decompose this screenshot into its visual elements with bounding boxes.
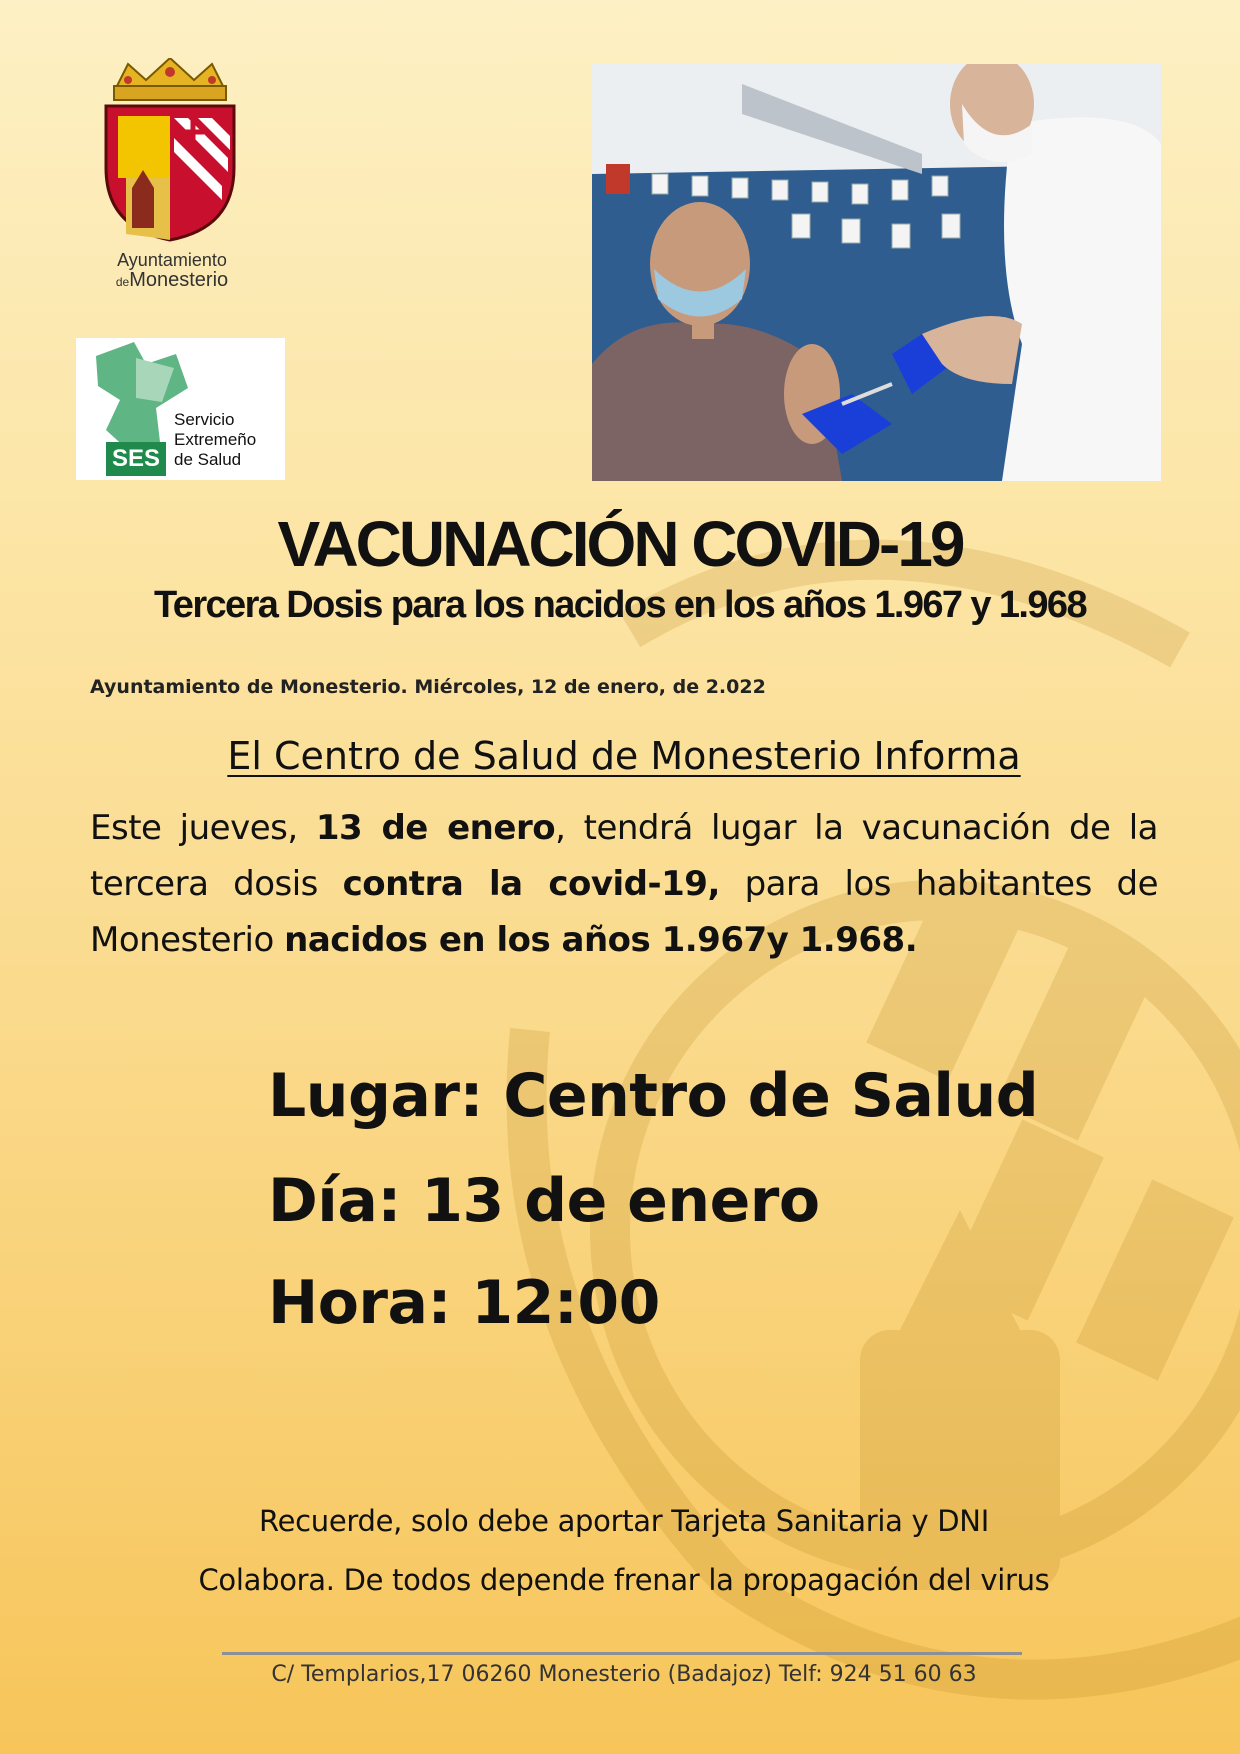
reminder-note: Recuerde, solo debe aportar Tarjeta Sanitaria y DNI: [259, 1504, 989, 1538]
detail-dia: Día: 13 de enero: [268, 1166, 820, 1236]
page-subtitle: Tercera Dosis para los nacidos en los años 1.967 y 1.968: [154, 584, 1086, 626]
para-text-3: para los habitantes de Monesterio: [90, 864, 1159, 960]
ses-badge: SES: [106, 442, 166, 476]
crest-caption-line1: Ayuntamiento: [117, 250, 227, 270]
detail-lugar: Lugar: Centro de Salud: [268, 1061, 1039, 1131]
crest-caption-line2: [92, 270, 252, 292]
ses-name-line1: Servicio: [174, 410, 235, 429]
ses-name-line3: de Salud: [174, 450, 242, 469]
para-text-2: , tendrá lugar la vacunación de la tercera dosis: [90, 808, 1158, 904]
ses-name: [174, 410, 256, 470]
crest-caption: [92, 250, 252, 292]
crest-caption-monesterio: Monesterio: [129, 269, 229, 291]
informa-heading: El Centro de Salud de Monesterio Informa: [227, 734, 1021, 778]
para-bold-covid: contra la covid-19,: [342, 864, 720, 904]
para-bold-date: 13 de enero: [315, 808, 556, 848]
dateline: Ayuntamiento de Monesterio. Miércoles, 12 de enero, de 2.022: [90, 676, 766, 698]
footer-address: C/ Templarios,17 06260 Monesterio (Badajoz) Telf: 924 51 60 63: [271, 1662, 977, 1687]
vaccination-photo: [592, 64, 1161, 481]
announcement-paragraph: [90, 800, 1158, 968]
para-bold-years: nacidos en los años 1.967y 1.968.: [284, 920, 918, 960]
crest-caption-de: de: [115, 275, 130, 289]
detail-hora: Hora: 12:00: [268, 1268, 660, 1338]
para-text-1: Este jueves,: [90, 808, 316, 848]
ses-name-line2: Extremeño: [174, 430, 257, 449]
collaborate-note: Colabora. De todos depende frenar la propagación del virus: [198, 1563, 1050, 1597]
page-title: VACUNACIÓN COVID-19: [277, 508, 963, 580]
ses-logo: [76, 338, 285, 480]
coat-of-arms-icon: [98, 58, 242, 243]
footer-divider: [222, 1652, 1022, 1655]
